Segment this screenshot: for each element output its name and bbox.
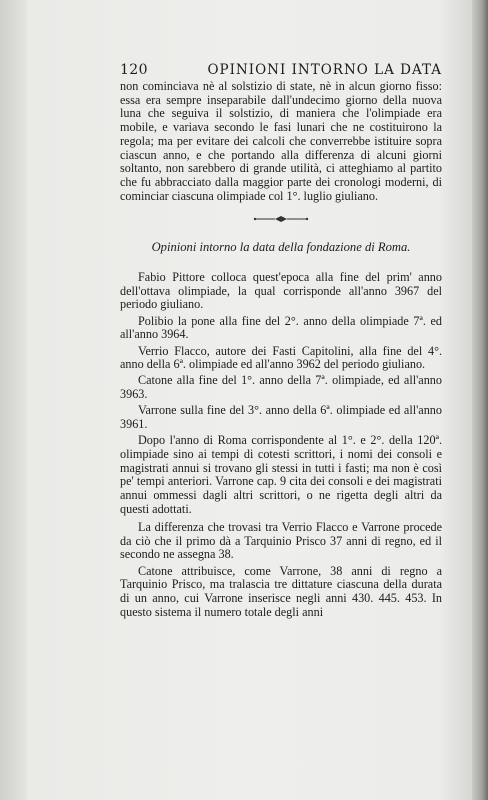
- paragraph-continuation: non cominciava nè al solstizio di state, nè in alcun giorno fisso: essa era sempre inseparabile dall'undecimo giorno della nuova luna che seguiva il solstizio, di maniera che l'olimpiade era mobile, e variava secondo le fasi lunari che ne costituirono la regola; ma per evitare dei calcoli che converrebbe istituire sopra ciascun anno, e che portando alla differenza di alcuni giorni soltanto, non sarebbero di grande utilità, ci atteghiamo al partito che fu abbracciato dalla maggior parte dei cronologi moderni, di cominciar ciascuna olimpiade col 1°. luglio giuliano.: [120, 79, 442, 203]
- paragraph-consoli: Dopo l'anno di Roma corrispondente al 1°. e 2°. della 120ª. olimpiade sino ai tempi di cotesti scrittori, i nomi dei consoli e magistrati annui si trovano gli stessi in tutti i fasti; ma non è così pe' tempi anteriori. Varrone cap. 9 cita dei consoli e dei magistrati annui ommessi dagli altri scrittori, o ne rigetta degli altri da questi adottati.: [120, 433, 442, 516]
- page-number: 120: [120, 62, 148, 78]
- page-header: [120, 62, 442, 78]
- paragraph-polibio: Polibio la pone alla fine del 2°. anno della olimpiade 7ª. ed all'anno 3964.: [120, 313, 442, 342]
- paragraph-differenza: La differenza che trovasi tra Verrio Flacco e Varrone procede da ciò che il primo dà a Tarquinio Prisco 37 anni di regno, ed il secondo ne assegna 38.: [120, 519, 442, 562]
- page-gutter: [0, 0, 26, 800]
- running-title: OPINIONI INTORNO LA DATA: [207, 62, 442, 78]
- section-title: Opinioni intorno la data della fondazione di Roma.: [151, 240, 411, 255]
- paragraph-varrone: Varrone sulla fine del 3°. anno della 6ª. olimpiade ed all'anno 3961.: [120, 403, 442, 432]
- paragraph-verrio: Verrio Flacco, autore dei Fasti Capitolini, alla fine del 4°. anno della 6ª. olimpiade ed all'anno 3962 del periodo giuliano.: [120, 343, 442, 372]
- paragraph-catone-attribuisce: Catone attribuisce, come Varrone, 38 anni di regno a Tarquinio Prisco, ma tralascia tre dittature ciascuna della durata di un anno, cui Varrone inserisce negli anni 430. 445. 453. In questo sistema il numero totale degli anni: [120, 563, 442, 619]
- paragraph-catone: Catone alla fine del 1°. anno della 7ª. olimpiade, ed all'anno 3963.: [120, 373, 442, 402]
- paragraph-fabio: Fabio Pittore colloca quest'epoca alla fine del prim' anno dell'ottava olimpiade, la qual corrisponde all'anno 3967 del periodo giuliano.: [120, 270, 442, 312]
- text-block: [120, 62, 442, 622]
- body-text: [120, 80, 442, 619]
- ornament-divider: [120, 215, 442, 223]
- page-edge: [472, 0, 488, 800]
